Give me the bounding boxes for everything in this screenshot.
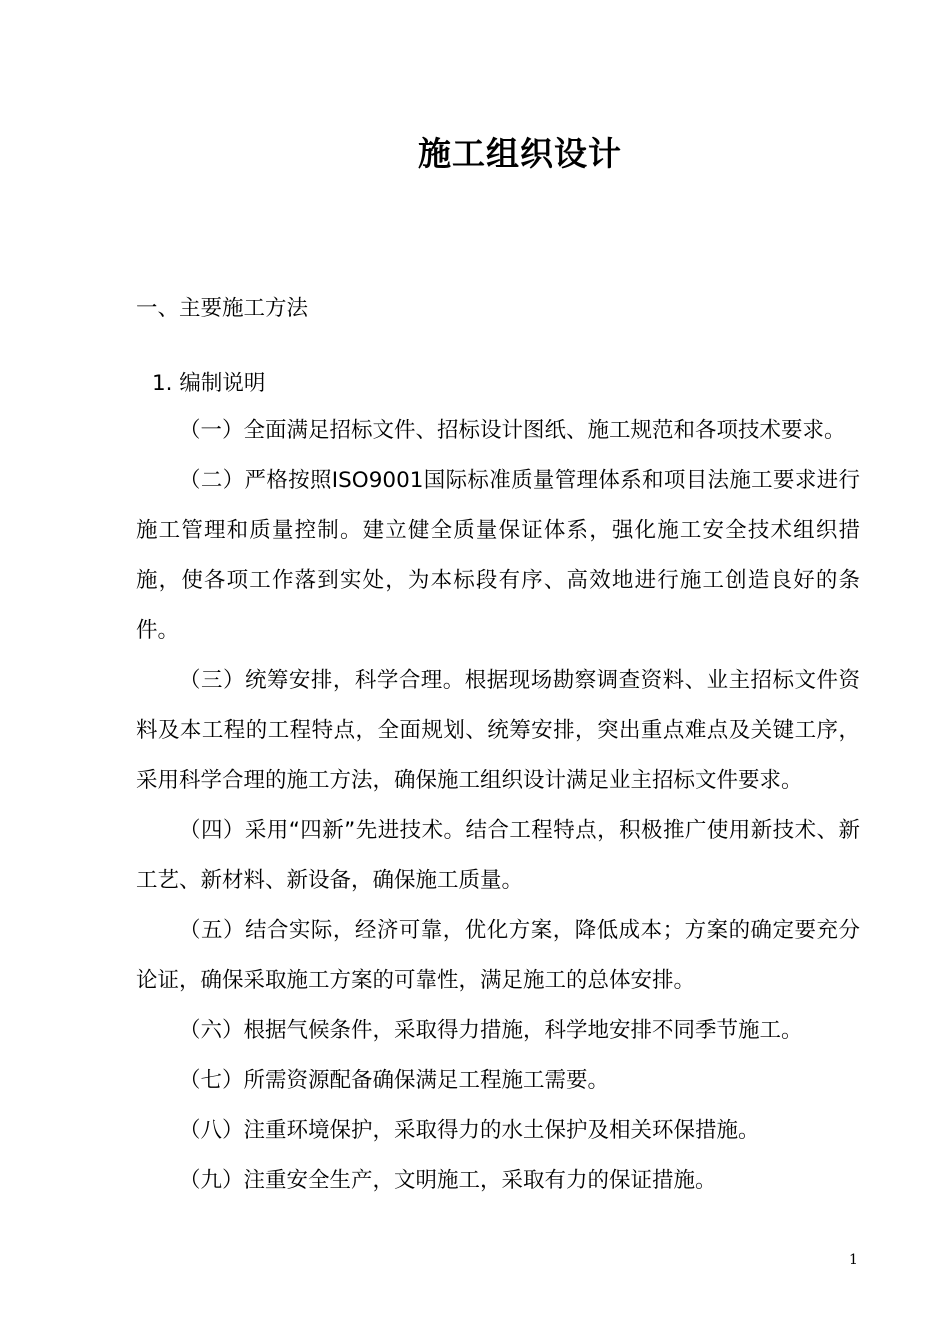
paragraph-2: （二）严格按照ISO9001国际标准质量管理体系和项目法施工要求进行施工管理和质量控制。建立健全质量保证体系，强化施工安全技术组织措施，使各项工作落到实处，为本标段有序、高效地进行施工创造良好的条件。 (136, 468, 860, 643)
page-number: 1 (849, 1252, 858, 1268)
section-heading: 一、主要施工方法 (136, 296, 309, 321)
subsection-heading: 1. 编制说明 (152, 371, 266, 396)
paragraph-5: （五）结合实际，经济可靠，优化方案，降低成本；方案的确定要充分论证，确保采取施工方案的可靠性，满足施工的总体安排。 (136, 918, 860, 993)
document-title: 施工组织设计 (418, 134, 622, 173)
paragraph-8: （八）注重环境保护，采取得力的水土保护及相关环保措施。 (179, 1118, 760, 1143)
paragraph-6: （六）根据气候条件，采取得力措施，科学地安排不同季节施工。 (179, 1018, 803, 1043)
paragraph-3: （三）统筹安排，科学合理。根据现场勘察调查资料、业主招标文件资料及本工程的工程特点，全面规划、统筹安排，突出重点难点及关键工序，采用科学合理的施工方法，确保施工组织设计满足业主招标文件要求。 (136, 668, 860, 793)
paragraph-4: （四）采用“四新”先进技术。结合工程特点，积极推广使用新技术、新工艺、新材料、新设备，确保施工质量。 (136, 818, 860, 893)
paragraph-1: （一）全面满足招标文件、招标设计图纸、施工规范和各项技术要求。 (179, 418, 846, 443)
paragraph-9: （九）注重安全生产，文明施工，采取有力的保证措施。 (179, 1168, 717, 1193)
paragraph-7: （七）所需资源配备确保满足工程施工需要。 (179, 1068, 610, 1093)
body-paragraphs (136, 406, 860, 1206)
